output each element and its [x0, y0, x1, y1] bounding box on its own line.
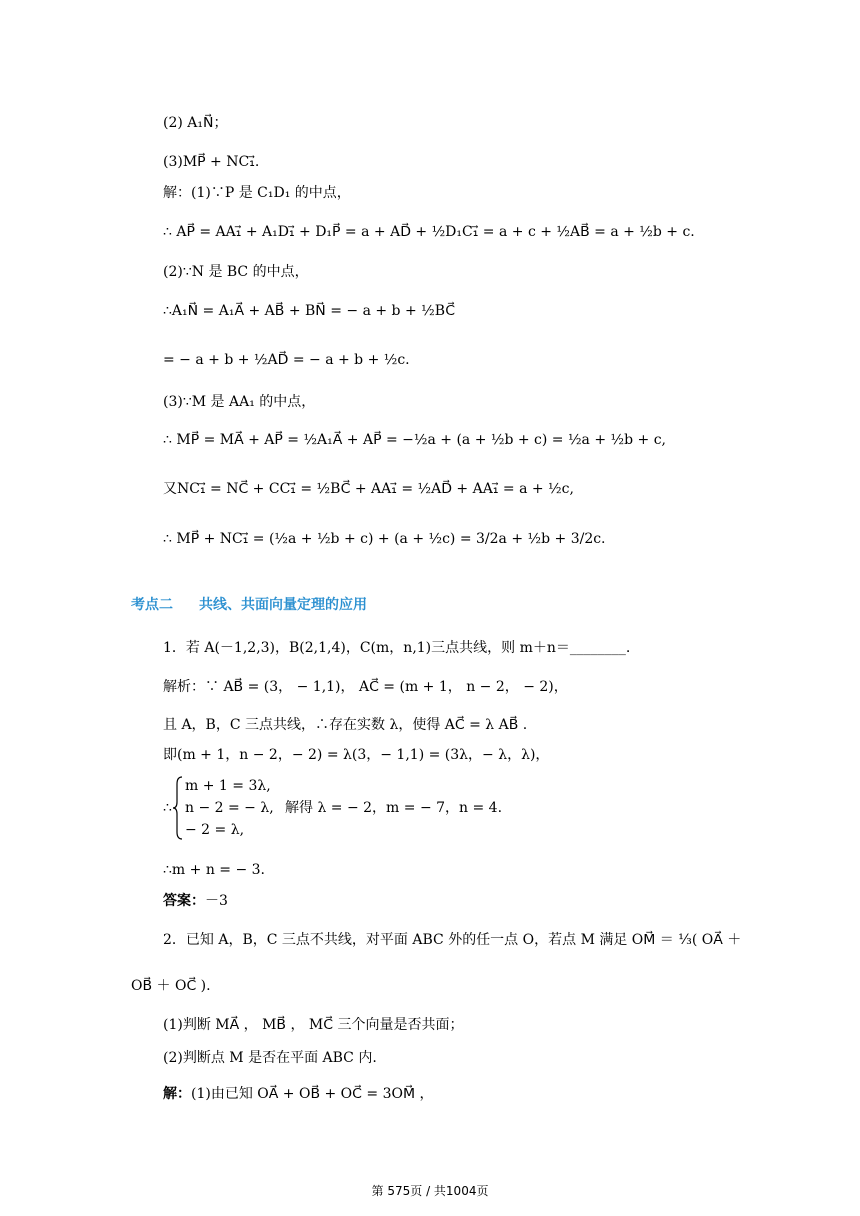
- equation-line: = − a + b + ½AD⃗ = − a + b + ½c.: [163, 352, 410, 368]
- answer-line: [163, 891, 228, 911]
- solve-result: 解得 λ = − 2，m = − 7，n = 4.: [285, 800, 503, 816]
- solution-label: 解：: [163, 1086, 191, 1102]
- equation-line: ∴ MP⃗ = MA⃗ + AP⃗ = ½A₁A⃗ + AP⃗ = −½a + (a + ½b + c) = ½a + ½b + c,: [163, 432, 666, 448]
- text-line: (2) A₁N⃗；: [163, 115, 228, 131]
- solution-line: 解：(1)∵P 是 C₁D₁ 的中点，: [163, 185, 351, 201]
- section-title: 共线、共面向量定理的应用: [199, 597, 367, 613]
- problem-part: (2)判断点 M 是否在平面 ABC 内.: [163, 1050, 377, 1066]
- text-line: (3)∵M 是 AA₁ 的中点，: [163, 394, 316, 410]
- answer-label: 答案：: [163, 893, 205, 909]
- analysis-line: 解析：∵ AB⃗ = (3， − 1,1)， AC⃗ = (m + 1， n − 2， − 2)，: [163, 679, 568, 695]
- analysis-line: 即(m + 1，n − 2，− 2) = λ(3，− 1,1) = (3λ，− λ，λ)，: [163, 747, 550, 763]
- therefore-symbol: ∴: [163, 800, 172, 816]
- section-number: 考点二: [131, 597, 173, 613]
- problem-part: (1)判断 MA⃗ ， MB⃗ ， MC⃗ 三个向量是否共面；: [163, 1017, 464, 1033]
- section-heading: [131, 594, 393, 614]
- text-line: (2)∵N 是 BC 的中点，: [163, 264, 309, 280]
- page-footer: 第 575页 / 共1004页: [371, 1184, 489, 1198]
- text-line: (3)MP⃗ + NC₁⃗.: [163, 154, 260, 170]
- system-equation: n − 2 = − λ,: [185, 800, 274, 816]
- equation-line: 又NC₁⃗ = NC⃗ + CC₁⃗ = ½BC⃗ + AA₁⃗ = ½AD⃗ + AA₁⃗ = a + ½c,: [163, 481, 574, 497]
- answer-value: －3: [205, 893, 228, 909]
- left-brace: [173, 776, 183, 840]
- problem-question: 1．若 A(－1,2,3)，B(2,1,4)，C(m，n,1)三点共线，则 m＋n＝________.: [163, 640, 631, 656]
- problem-question: 2．已知 A，B，C 三点不共线，对平面 ABC 外的任一点 O，若点 M 满足 OM⃗ ＝ ⅓( OA⃗ ＋: [163, 932, 742, 948]
- solution-line: [163, 1084, 433, 1104]
- system-equation: − 2 = λ,: [185, 822, 245, 838]
- solution-text: (1)由已知 OA⃗ + OB⃗ + OC⃗ = 3OM⃗ ，: [191, 1086, 434, 1102]
- problem-question-cont: OB⃗ ＋ OC⃗ ).: [131, 978, 211, 994]
- equation-line: ∴ AP⃗ = AA₁⃗ + A₁D₁⃗ + D₁P⃗ = a + AD⃗ + ½D₁C₁⃗ = a + c + ½AB⃗ = a + ½b + c.: [163, 224, 695, 240]
- equation-line: ∴A₁N⃗ = A₁A⃗ + AB⃗ + BN⃗ = − a + b + ½BC⃗: [163, 303, 456, 319]
- system-equation: m + 1 = 3λ,: [185, 778, 271, 794]
- analysis-line: 且 A，B，C 三点共线，∴存在实数 λ，使得 AC⃗ = λ AB⃗ .: [163, 717, 528, 733]
- analysis-line: ∴m + n = − 3.: [163, 862, 265, 878]
- equation-line: ∴ MP⃗ + NC₁⃗ = (½a + ½b + c) + (a + ½c) = 3/2a + ½b + 3/2c.: [163, 531, 606, 547]
